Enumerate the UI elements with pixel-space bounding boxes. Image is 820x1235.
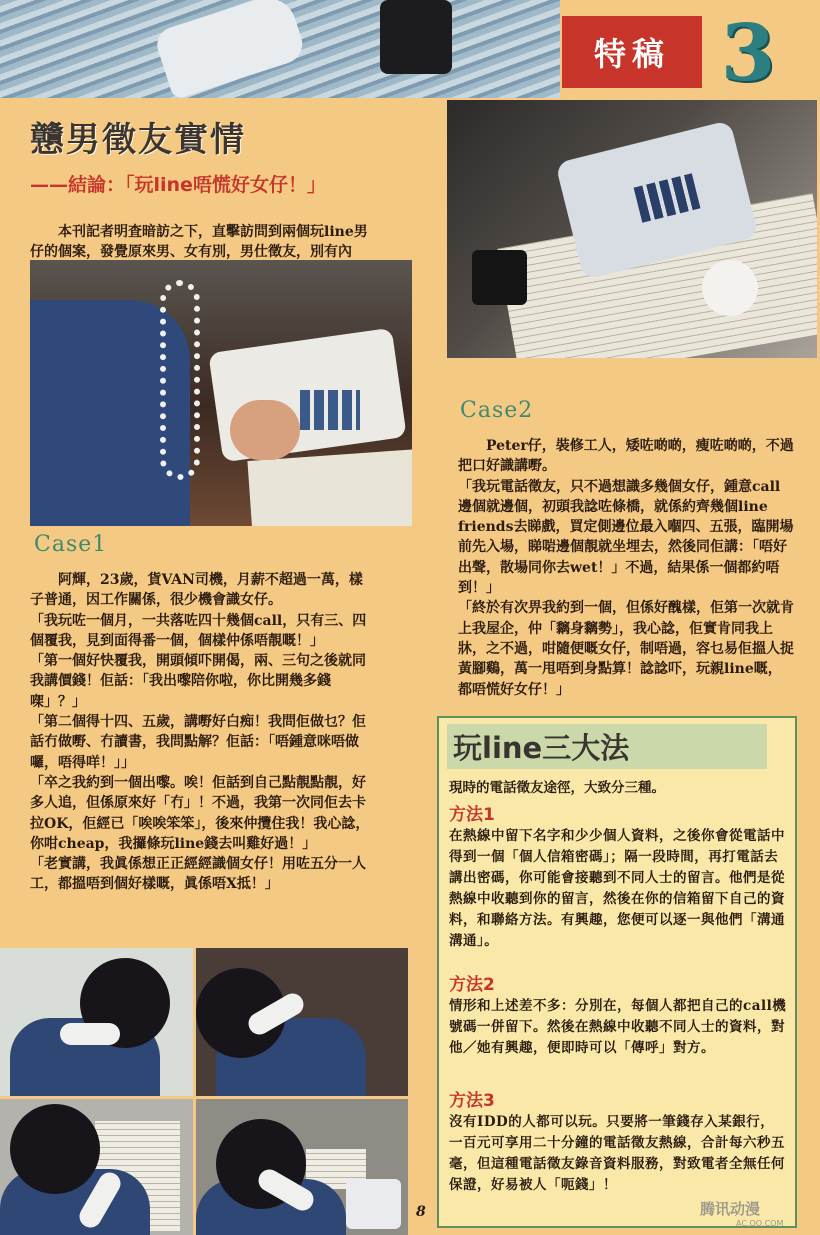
- phone-cord-shape: [160, 280, 200, 480]
- method3-text: 沒有IDD的人都可以玩。只要將一筆錢存入某銀行，一百元可享用二十分鐘的電話徵友熱線，合計每六秒五毫，但這種電話徵友錄音資料服務，對致電者全無任何保證，好易被人「呃錢」！: [449, 1114, 785, 1193]
- article-subtitle: ——結論：「玩line唔慌好女仔！」: [30, 174, 326, 196]
- desk-phone-shape: [346, 1179, 401, 1229]
- section-label-badge: 特稿: [562, 16, 702, 88]
- telephone-image: [153, 0, 308, 100]
- watermark-subtext: AC.QQ.COM: [736, 1219, 784, 1228]
- photo-man-on-phone-4: [196, 1099, 408, 1235]
- newspaper-shape: [247, 449, 412, 526]
- method1-text: 在熱線中留下名字和少少個人資料，之後你會從電話中得到一個「個人信箱密碼」；隔一段時間，再打電話去講出密碼，你可能會接聽到不同人士的留言。他們是從熱線中收聽到你的留言，然後在你的信箱留下自己的資料，和聯絡方法。有興趣，您便可以逐一與他們「溝通溝通」。: [449, 828, 785, 949]
- pager-shape: [472, 250, 527, 305]
- article-title: 戇男徵友實情: [30, 120, 246, 160]
- article-intro: 本刊記者明査暗訪之下，直擊訪問到兩個玩line男仔的個案，發覺原來男、女有別，男仕徵友，別有內: [30, 224, 368, 261]
- photo-head-shape: [10, 1104, 100, 1194]
- method2-label: 方法2: [449, 975, 495, 995]
- tips-lead: 現時的電話徵友途徑，大致分三種。: [449, 780, 665, 796]
- pager-image: [380, 0, 452, 74]
- case1-paragraph: 「第二個得十四、五歲，講嘢好白痴！我問佢做乜？佢話冇做嘢、冇讀書，我問點解？佢話：「唔鍾意咪唔做囉，唔得咩！」」: [30, 714, 366, 771]
- photo-phone-on-newspaper: [447, 100, 817, 358]
- case1-paragraph: 阿輝，23歲，貨VAN司機，月薪不超過一萬，樣子普通，因工作關係，很少機會識女仔。: [30, 572, 363, 609]
- hand-shape: [230, 400, 300, 460]
- case1-paragraph: 「第一個好快覆我，開頭傾吓開偈，兩、三句之後就同我講價錢！佢話：「我出嚟陪你啦，你比開幾多錢㗎」？」: [30, 653, 366, 710]
- site-watermark: [700, 1198, 815, 1228]
- phone-keypad-shape: [300, 390, 360, 430]
- header-photo-strip: [0, 0, 560, 98]
- method3-label: 方法3: [449, 1091, 495, 1111]
- case1-paragraph: 「卒之我約到一個出嚟。唉！佢話到自己點靚點靚，好多人追，但係原來好「冇」！不過，我第一次同佢去卡拉OK，佢經已「唉唉笨笨」，後來仲攬住我！我心諗，你咁cheap，我攞條玩line錢去叫雞好過！」: [30, 774, 370, 852]
- watermark-text: 腾讯动漫: [700, 1200, 761, 1218]
- toy-figure-shape: [702, 260, 758, 316]
- photo-man-on-phone-3: [0, 1099, 193, 1235]
- tips-title: 玩line三大法: [447, 724, 767, 769]
- photo-man-dialing-phone: [30, 260, 412, 526]
- case2-paragraph: Peter仔，裝修工人，矮咗啲啲，瘦咗啲啲，不過把口好識講嘢。: [458, 438, 794, 475]
- case1-paragraph: 「我玩咗一個月，一共落咗四十幾個call，只有三、四個覆我，見到面得番一個，個樣仲係唔靚嘅！」: [30, 612, 367, 649]
- photo-man-on-phone-1: [0, 948, 193, 1096]
- section-number: 3: [720, 8, 776, 99]
- case2-story: [458, 436, 794, 700]
- photo-man-on-phone-2: [196, 948, 408, 1096]
- method2-text: 情形和上述差不多：分別在，每個人都把自己的call機號碼一併留下。然後在熱線中收聽不同人士的資料，對他／她有興趣，便即時可以「傳呼」對方。: [449, 998, 787, 1056]
- case1-label: Case1: [34, 532, 108, 557]
- case1-story: [30, 570, 370, 895]
- case2-label: Case2: [460, 398, 534, 423]
- phone-receiver-shape: [60, 1023, 120, 1045]
- page-number: 8: [416, 1204, 426, 1220]
- case2-paragraph: 「我玩電話徵友，只不過想識多幾個女仔，鍾意call邊個就邊個，初頭我諗咗條橋，就係約齊幾個line friends去睇戲，買定側邊位最入嗰四、五張，臨開場前先入場，睇啱邊個靚就坐埋去，然後同佢講：「唔好出聲，散場同你去wet！」不過，結果係一個都約唔到！」: [458, 478, 794, 597]
- case1-paragraph: 「老實講，我眞係想正正經經識個女仔！用咗五分一人工，都搵唔到個好樣嘅，眞係唔X抵！」: [30, 856, 366, 893]
- case2-paragraph: 「終於有次畀我約到一個，但係好醜樣，佢第一次就肯上我屋企，仲「黐身黐勢」，我心諗，佢實肯同我上牀，之不過，咁隨便嘅女仔，制唔過，容乜易佢搵人捉黃腳鷄，萬一甩唔到身點算！諗諗吓，玩親line嘅，都唔慌好女仔！」: [458, 600, 794, 698]
- method1-label: 方法1: [449, 805, 495, 825]
